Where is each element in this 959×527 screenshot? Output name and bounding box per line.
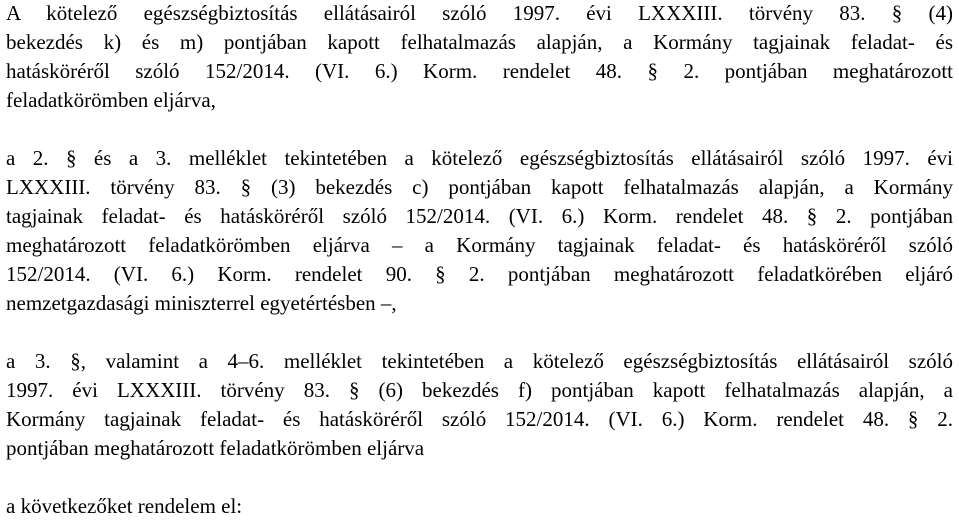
text-line: a 2. § és a 3. melléklet tekintetében a kötelező egészségbiztosítás ellátásairól szóló 1997. évi [6, 146, 953, 170]
text-line: 152/2014. (VI. 6.) Korm. rendelet 90. § 2. pontjában meghatározott feladatkörében eljáró [6, 262, 953, 286]
text-line: nemzetgazdasági miniszterrel egyetértésben –, [6, 291, 397, 315]
text-line: hatásköréről szóló 152/2014. (VI. 6.) Korm. rendelet 48. § 2. pontjában meghatározott [6, 59, 953, 83]
text-line: Kormány tagjainak feladat- és hatásköréről szóló 152/2014. (VI. 6.) Korm. rendelet 48. § 2. [6, 407, 953, 431]
text-line: a következőket rendelem el: [6, 494, 243, 518]
text-line: pontjában meghatározott feladatkörömben eljárva [6, 436, 425, 460]
text-line: tagjainak feladat- és hatásköréről szóló 152/2014. (VI. 6.) Korm. rendelet 48. § 2. pontjában [6, 204, 953, 228]
text-line: a 3. §, valamint a 4–6. melléklet tekintetében a kötelező egészségbiztosítás ellátásairól szóló [6, 349, 953, 373]
text-line: feladatkörömben eljárva, [6, 88, 216, 112]
text-line: bekezdés k) és m) pontjában kapott felhatalmazás alapján, a Kormány tagjainak feladat- és [6, 30, 953, 54]
text-line: A kötelező egészségbiztosítás ellátásairól szóló 1997. évi LXXXIII. törvény 83. § (4) [6, 1, 953, 25]
text-line: LXXXIII. törvény 83. § (3) bekezdés c) pontjában kapott felhatalmazás alapján, a Kormány [6, 175, 953, 199]
text-line: 1997. évi LXXXIII. törvény 83. § (6) bekezdés f) pontjában kapott felhatalmazás alapján, a [6, 378, 953, 402]
text-line: meghatározott feladatkörömben eljárva – a Kormány tagjainak feladat- és hatásköréről szóló [6, 233, 953, 257]
